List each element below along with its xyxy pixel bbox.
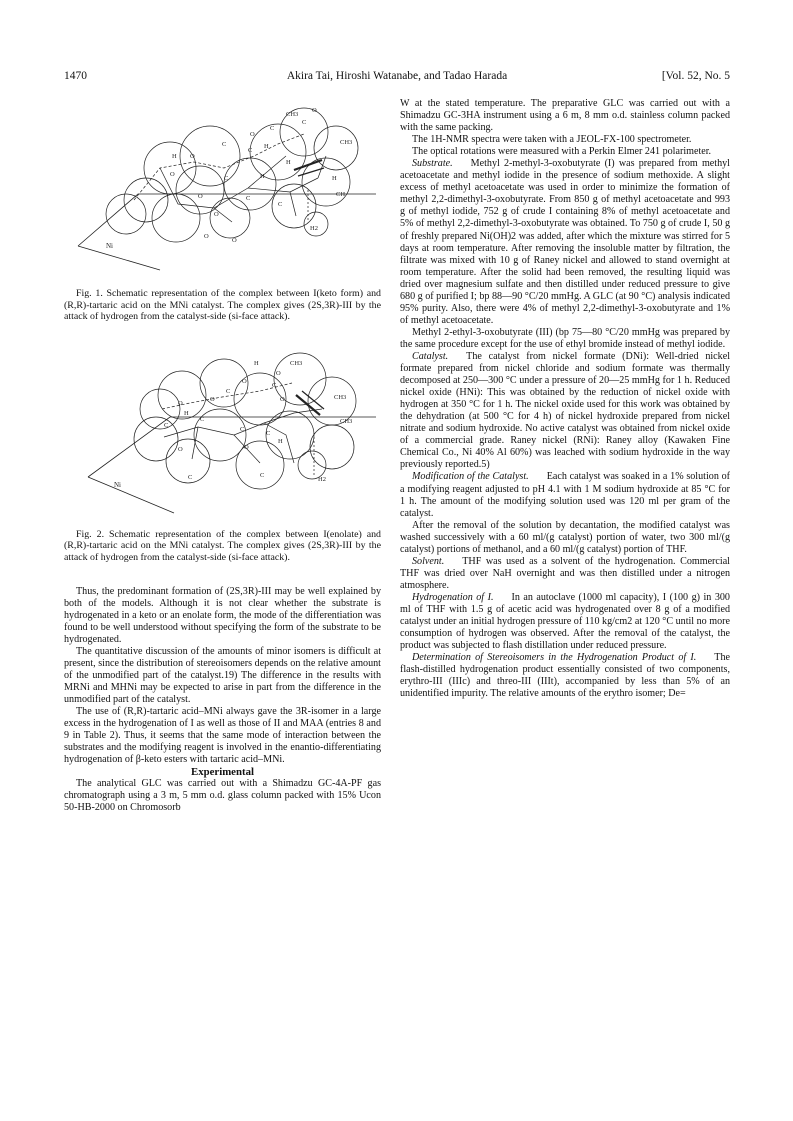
svg-text:C: C (278, 201, 283, 208)
svg-text:H2: H2 (318, 475, 326, 483)
svg-text:O: O (210, 395, 215, 403)
svg-text:O: O (276, 369, 281, 377)
figure-2-diagram (64, 343, 381, 529)
svg-text:H: H (184, 409, 189, 417)
figure-1-caption: Fig. 1. Schematic representation of the complex between I(keto form) and (R,R)-tartaric acid on the MNi catalyst. The complex gives (2S,3R)-III by the attack of hydrogen from the catalyst-side (si-face attack). (64, 288, 381, 323)
figure-1-diagram (64, 96, 381, 274)
paragraph (400, 327, 730, 351)
svg-text:C: C (240, 425, 245, 433)
svg-text:O: O (250, 131, 255, 138)
subsection-paragraph (400, 471, 730, 519)
svg-text:O: O (190, 153, 195, 160)
paragraph-heading: Solvent. (412, 555, 445, 567)
svg-text:CH3: CH3 (286, 111, 299, 118)
running-authors: Akira Tai, Hiroshi Watanabe, and Tadao Harada (286, 70, 508, 82)
paragraph-text: The optical rotations were measured with a Perkin Elmer 241 polarimeter. (412, 146, 712, 158)
svg-text:O: O (170, 171, 175, 178)
paragraph: The use of (R,R)-tartaric acid–MNi always gave the 3R-isomer in a large excess in the hydrogenation of I as well as those of II and MAA (entries 8 and 9 in Table 2). Thus, it seems that the same mode of interaction between the substrates and the modifying reagent is involved in the enantio-differentiating hydrogenation of β-keto esters with tartaric acid–MNi. (64, 706, 381, 766)
paragraph-text: The catalyst from nickel formate (DNi): Well-dried nickel formate prepared from nickel chloride and sodium formate was thermally decomposed at 250—300 °C under a pressure of 20—25 mmHg for 1 h. Reduced nickel oxide (HNi): This was obtained by the reduction of nickel oxide with hydrogen at 350 °C for 1 h. The nickel oxide used for this work was obtained by the dehydration (at 500 °C for 4 h) of nickel hydroxide prepared from nickel nitrate and sodium hydroxide. No active catalyst was obtained from nickel oxide of a commercial grade. Raney nickel (RNi): Raney alloy (Kawaken Fine Chemical Co., Ni 40% Al 60%) was leached with sodium hydroxide in the way previously reported.5) (400, 350, 730, 471)
svg-text:C: C (246, 195, 251, 202)
svg-text:H: H (260, 173, 265, 180)
svg-text:C: C (222, 141, 227, 148)
svg-text:C: C (164, 421, 169, 429)
svg-text:CH3: CH3 (334, 393, 347, 401)
svg-text:C: C (272, 381, 277, 389)
paragraph-text: After the removal of the solution by decantation, the modified catalyst was washed successively with a 60 ml/(g catalyst) portion of water, two 300 ml/(g catalyst) portions of methanol, and a 60 ml/(g catalyst) portion of THF. (400, 519, 730, 555)
paragraph-text: Each catalyst was soaked in a 1% solution of a modifying reagent adjusted to pH 4.1 with 1 M sodium hydroxide at 85 °C for 1 h. The amount of the modifying solution used was 120 ml per gram of the catalyst. (400, 471, 731, 519)
svg-text:C: C (302, 119, 307, 126)
subsection-paragraph (400, 556, 730, 592)
svg-text:H: H (286, 159, 291, 166)
volume-info: [Vol. 52, No. 5 (661, 70, 730, 82)
svg-text:H: H (278, 437, 283, 445)
svg-text:O: O (204, 233, 209, 240)
svg-text:C: C (226, 387, 231, 395)
svg-text:Ni: Ni (114, 480, 121, 489)
paragraph-heading: Catalyst. (412, 350, 449, 362)
paragraph-heading: Hydrogenation of I. (412, 591, 494, 603)
paragraph-heading: Substrate. (412, 158, 453, 170)
paragraph-text: Methyl 2-methyl-3-oxobutyrate (I) was prepared from methyl acetoacetate and methyl iodide in the presence of sodium methoxide. A slight excess of methyl acetoacetate was used in order to minimize the formation of methyl 2,2-dimethyl-3-oxobutyrate. From 850 g of methyl acetoacetate and 993 g of methyl iodide, 752 g of crude I containing 8% of methyl acetoacetate and 5% of methyl 2,2-dimethyl-3-oxobutyrate was obtained. To 750 g of crude I, 50 g of freshly prepared Ni(OH)2 was added, after which the mixture was stirred for 5 days at room temperature. After removing the insoluble matter by filtration, the filtrate was mixed with 10 g of Raney nickel and allowed to stand overnight at room temperature. After the solid had been removed, the resulting liquid was dried over magnesium sulfate and then distilled under reduced pressure to give 680 g of purified I; bp 88—90 °C/20 mmHg. A GLC (at 90 °C) analysis indicated 95% purity. Also, there were 4% of methyl 2,2-dimethyl-3-oxobutyrate and 1% of methyl acetoacetate. (400, 158, 730, 326)
paragraph-text: Methyl 2-ethyl-3-oxobutyrate (III) (bp 75—80 °C/20 mmHg was prepared by the same procedure except for the use of ethyl bromide instead of methyl iodide. (400, 326, 730, 350)
svg-text:C: C (260, 471, 265, 479)
right-column (400, 98, 730, 700)
svg-text:CH3: CH3 (340, 417, 353, 425)
figure-2-caption: Fig. 2. Schematic representation of the complex between I(enolate) and (R,R)-tartaric acid on the MNi catalyst. The complex gives (2S,3R)-III by the attack of hydrogen from the catalyst-side (si-face attack). (64, 528, 381, 563)
svg-text:C: C (266, 429, 271, 437)
page-number: 1470 (64, 70, 87, 82)
paragraph-text: W at the stated temperature. The preparative GLC was carried out with a Shimadzu GC-3HA instrument using a 6 m, 8 mm o.d. stainless column packed with the same packing. (400, 98, 730, 134)
svg-text:H: H (254, 359, 259, 367)
svg-text:H: H (172, 153, 177, 160)
svg-text:C: C (200, 415, 205, 423)
svg-text:CH3: CH3 (290, 359, 303, 367)
paragraph-heading: Modification of the Catalyst. (412, 471, 529, 483)
svg-text:O: O (280, 395, 285, 403)
svg-text:O: O (178, 399, 183, 407)
paragraph-heading: Determination of Stereoisomers in the Hydrogenation Product of I. (412, 652, 697, 664)
svg-text:O: O (198, 193, 203, 200)
paragraph (400, 134, 730, 146)
svg-text:O: O (214, 211, 219, 218)
paragraph-text: In an autoclave (1000 ml capacity), I (100 g) in 300 ml of THF with 1.5 g of acetic acid was hydrogenated over 8 g of a modified catalyst under an initial hydrogen pressure of 110 kg/cm2 at 120 °C until no more consumption of hydrogen was observed. After the removal of the catalyst, the product was subjected to flash distillation under reduced pressure. (400, 591, 730, 652)
svg-text:CH3: CH3 (340, 139, 353, 146)
svg-text:C: C (270, 125, 275, 132)
svg-text:O: O (242, 377, 247, 385)
subsection-paragraph (400, 351, 730, 471)
paragraph-text: The 1H-NMR spectra were taken with a JEOL-FX-100 spectrometer. (412, 134, 692, 146)
svg-text:Ni: Ni (106, 242, 113, 250)
svg-text:H: H (264, 143, 269, 150)
running-header (64, 70, 730, 86)
svg-text:H: H (332, 175, 337, 182)
paragraph-text: The flash-distilled hydrogenation product essentially consisted of two components, erythro-III (IIIc) and threo-III (IIIt), accompanied by less than 5% of an unidentified impurity. The relative amounts of the erythro isomer; De= (400, 652, 730, 700)
paragraph (400, 520, 730, 556)
paragraph (400, 98, 730, 134)
svg-text:C: C (248, 147, 253, 154)
svg-text:H2: H2 (310, 225, 318, 232)
paragraph: The analytical GLC was carried out with a Shimadzu GC-4A-PF gas chromatograph using a 3 m, 5 mm o.d. glass column packed with 15% Ucon 50-HB-2000 on Chromosorb (64, 778, 381, 814)
subsection-paragraph (400, 592, 730, 652)
paragraph (400, 146, 730, 158)
svg-text:C: C (224, 175, 229, 182)
subsection-paragraph (400, 158, 730, 327)
paragraph: Thus, the predominant formation of (2S,3R)-III may be well explained by both of the models. Although it is not clear whether the substrate is hydrogenated in a keto or an enolate form, the mode of the differentiation was found to be well understood without specifying the form of the substrate to be hydrogenated. (64, 585, 381, 645)
paragraph-text: THF was used as a solvent of the hydrogenation. Commercial THF was dried over NaH overnight and was then distilled under a nitrogen atmosphere. (400, 555, 730, 591)
svg-text:O: O (178, 445, 183, 453)
svg-text:CH: CH (336, 191, 346, 198)
svg-text:O: O (312, 107, 317, 114)
paragraph: The quantitative discussion of the amounts of minor isomers is difficult at present, since the distribution of stereoisomers depends on the relative amount of the unmodified part of the catalyst.19) The difference in the results with MRNi and MHNi may be expected to arise in part from the difference in the unmodified part of the catalyst. (64, 645, 381, 705)
svg-text:C: C (188, 473, 193, 481)
section-heading: Experimental (191, 766, 254, 779)
svg-text:O: O (244, 443, 249, 451)
svg-text:O: O (232, 237, 237, 244)
left-column (64, 96, 381, 814)
subsection-paragraph (400, 652, 730, 700)
